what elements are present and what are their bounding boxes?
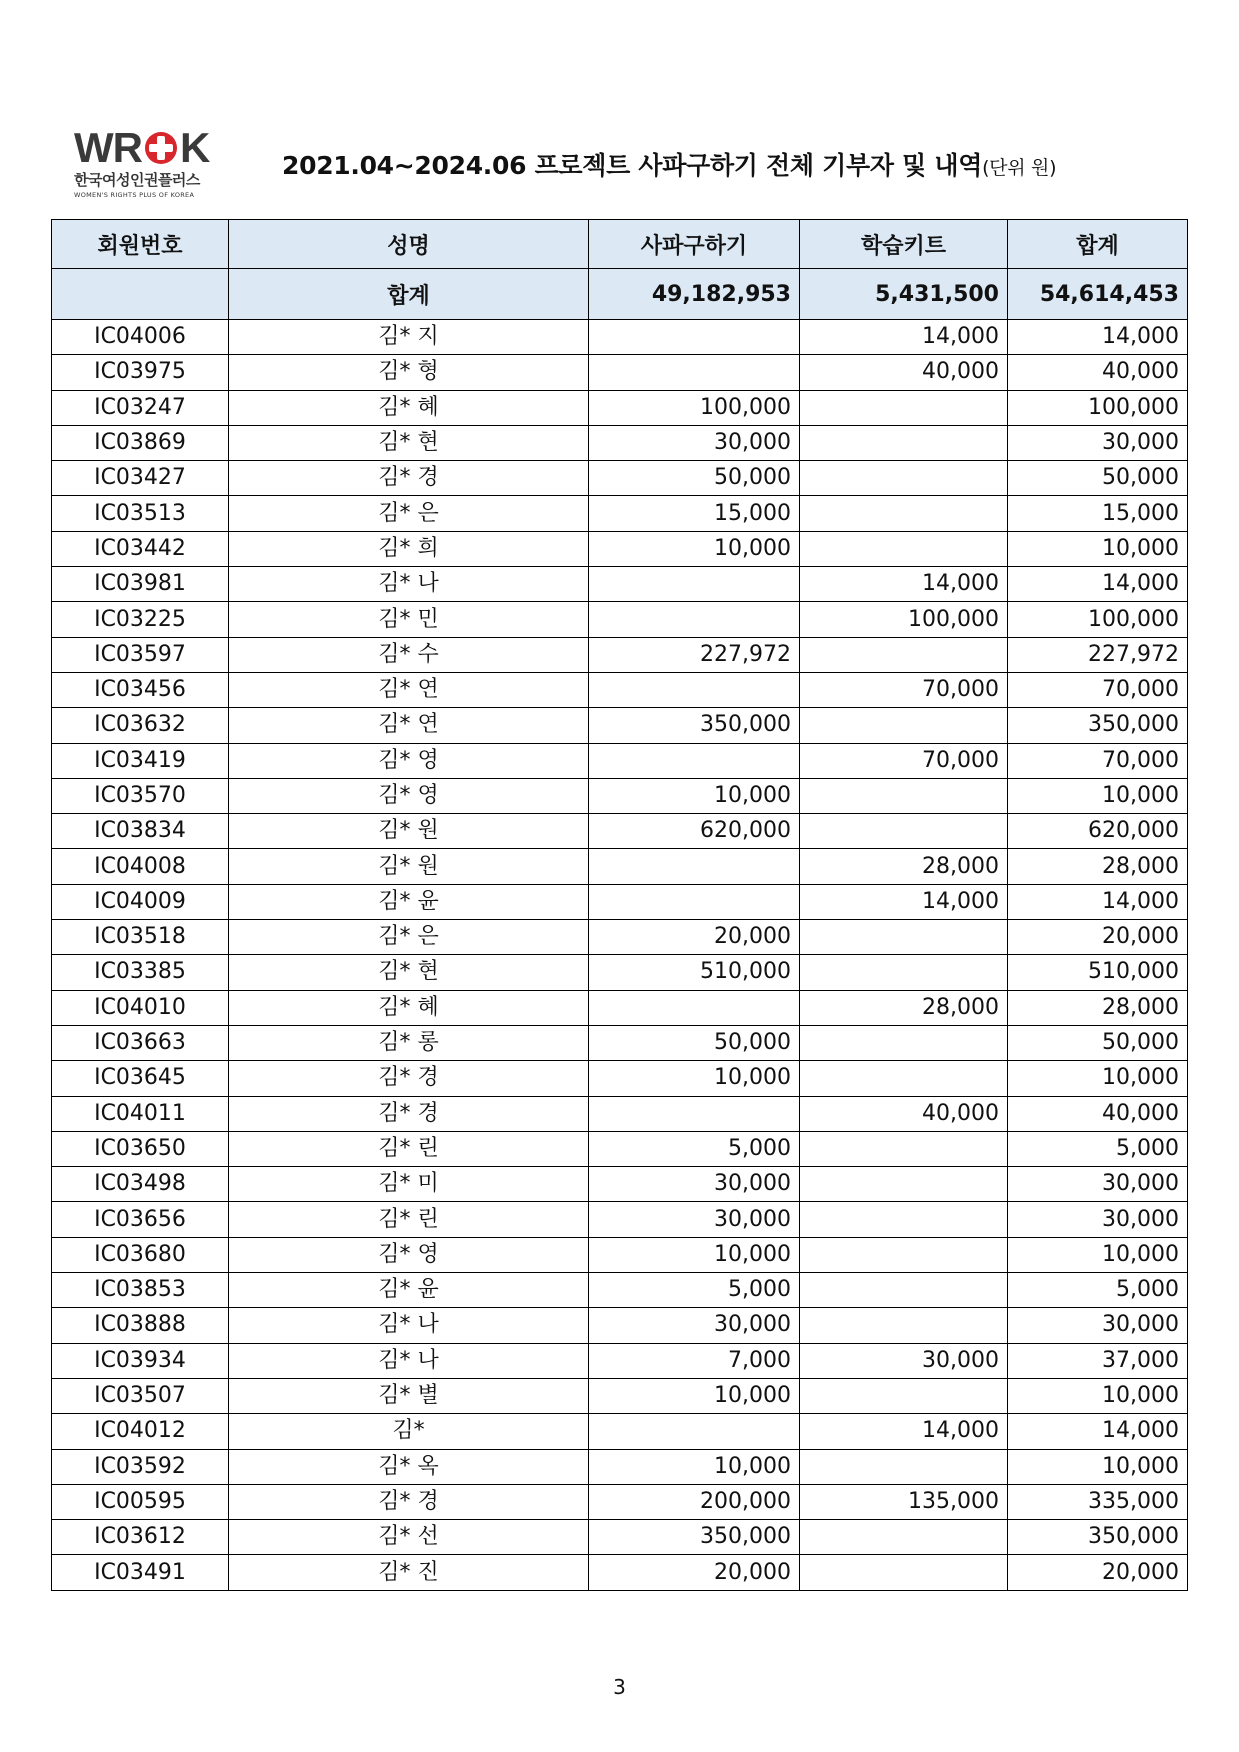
table-row <box>52 672 1188 707</box>
kit-amount: 70,000 <box>800 743 1008 778</box>
member-id: IC03981 <box>52 567 229 602</box>
kit-amount <box>800 390 1008 425</box>
kit-amount <box>800 1202 1008 1237</box>
sum-amount: 350,000 <box>1008 708 1188 743</box>
sapa-amount <box>589 320 800 355</box>
sapa-amount: 50,000 <box>589 461 800 496</box>
table-row <box>52 390 1188 425</box>
kit-amount <box>800 955 1008 990</box>
kit-amount <box>800 1237 1008 1272</box>
kit-amount <box>800 531 1008 566</box>
kit-amount <box>800 708 1008 743</box>
logo-cross-icon <box>143 130 179 166</box>
member-id: IC03663 <box>52 1025 229 1060</box>
sapa-amount <box>589 672 800 707</box>
sapa-amount: 5,000 <box>589 1131 800 1166</box>
sum-amount: 350,000 <box>1008 1520 1188 1555</box>
sum-amount: 40,000 <box>1008 1096 1188 1131</box>
sapa-amount: 30,000 <box>589 1167 800 1202</box>
organization-logo <box>74 124 224 206</box>
donor-name: 김* 나 <box>229 1308 589 1343</box>
donor-name: 김* 혜 <box>229 990 589 1025</box>
total-sapa: 49,182,953 <box>589 269 800 320</box>
sapa-amount: 20,000 <box>589 920 800 955</box>
member-id: IC03656 <box>52 1202 229 1237</box>
table-row <box>52 1096 1188 1131</box>
sum-amount: 28,000 <box>1008 990 1188 1025</box>
sapa-amount: 350,000 <box>589 1520 800 1555</box>
member-id: IC03680 <box>52 1237 229 1272</box>
kit-amount <box>800 1131 1008 1166</box>
member-id: IC03427 <box>52 461 229 496</box>
donor-name: 김* 경 <box>229 1096 589 1131</box>
sapa-amount <box>589 567 800 602</box>
sum-amount: 14,000 <box>1008 567 1188 602</box>
sapa-amount <box>589 602 800 637</box>
total-sum: 54,614,453 <box>1008 269 1188 320</box>
sapa-amount: 20,000 <box>589 1555 800 1590</box>
table-row <box>52 1308 1188 1343</box>
logo-mark-right: K <box>179 124 210 171</box>
kit-amount: 14,000 <box>800 320 1008 355</box>
sapa-amount <box>589 990 800 1025</box>
header-kit: 학습키트 <box>800 220 1008 269</box>
sum-amount: 10,000 <box>1008 1449 1188 1484</box>
sum-amount: 20,000 <box>1008 920 1188 955</box>
kit-amount: 30,000 <box>800 1343 1008 1378</box>
donor-name: 김* 원 <box>229 849 589 884</box>
sapa-amount: 350,000 <box>589 708 800 743</box>
sum-amount: 227,972 <box>1008 637 1188 672</box>
donor-name: 김* 린 <box>229 1202 589 1237</box>
table-row <box>52 849 1188 884</box>
donor-name: 김* 연 <box>229 672 589 707</box>
sum-amount: 70,000 <box>1008 743 1188 778</box>
kit-amount: 28,000 <box>800 849 1008 884</box>
kit-amount <box>800 461 1008 496</box>
header-row <box>52 220 1188 269</box>
sapa-amount: 10,000 <box>589 1378 800 1413</box>
sapa-amount <box>589 884 800 919</box>
sum-amount: 20,000 <box>1008 1555 1188 1590</box>
table-row <box>52 1378 1188 1413</box>
member-id: IC03419 <box>52 743 229 778</box>
table-row <box>52 1061 1188 1096</box>
sum-amount: 10,000 <box>1008 778 1188 813</box>
donor-name: 김* 희 <box>229 531 589 566</box>
member-id: IC03442 <box>52 531 229 566</box>
table-row <box>52 461 1188 496</box>
total-row <box>52 269 1188 320</box>
kit-amount <box>800 1025 1008 1060</box>
member-id: IC03612 <box>52 1520 229 1555</box>
donor-name: 김* 롱 <box>229 1025 589 1060</box>
member-id: IC03645 <box>52 1061 229 1096</box>
donor-name: 김* 원 <box>229 814 589 849</box>
kit-amount <box>800 1449 1008 1484</box>
kit-amount <box>800 425 1008 460</box>
member-id: IC03853 <box>52 1273 229 1308</box>
member-id: IC03385 <box>52 955 229 990</box>
sapa-amount: 100,000 <box>589 390 800 425</box>
member-id: IC04006 <box>52 320 229 355</box>
kit-amount <box>800 1273 1008 1308</box>
member-id: IC03570 <box>52 778 229 813</box>
donor-name: 김* 미 <box>229 1167 589 1202</box>
sapa-amount <box>589 355 800 390</box>
title-main: 2021.04~2024.06 프로젝트 사파구하기 전체 기부자 및 내역 <box>282 151 983 180</box>
sum-amount: 30,000 <box>1008 425 1188 460</box>
member-id: IC03592 <box>52 1449 229 1484</box>
sapa-amount: 620,000 <box>589 814 800 849</box>
sapa-amount: 30,000 <box>589 1308 800 1343</box>
sum-amount: 40,000 <box>1008 355 1188 390</box>
member-id: IC03513 <box>52 496 229 531</box>
member-id: IC00595 <box>52 1484 229 1519</box>
table-row <box>52 1484 1188 1519</box>
donor-name: 김* 민 <box>229 602 589 637</box>
donor-name: 김* 혜 <box>229 390 589 425</box>
member-id: IC03498 <box>52 1167 229 1202</box>
table-row <box>52 425 1188 460</box>
kit-amount <box>800 1555 1008 1590</box>
sum-amount: 50,000 <box>1008 1025 1188 1060</box>
sapa-amount: 10,000 <box>589 1237 800 1272</box>
logo-korean-name: 한국여성인권플러스 <box>74 171 200 189</box>
table-row <box>52 320 1188 355</box>
table-row <box>52 814 1188 849</box>
table-row <box>52 355 1188 390</box>
sapa-amount: 5,000 <box>589 1273 800 1308</box>
sapa-amount: 510,000 <box>589 955 800 990</box>
member-id: IC03834 <box>52 814 229 849</box>
table-row <box>52 1273 1188 1308</box>
header-sapa: 사파구하기 <box>589 220 800 269</box>
kit-amount: 70,000 <box>800 672 1008 707</box>
member-id: IC04008 <box>52 849 229 884</box>
sum-amount: 5,000 <box>1008 1131 1188 1166</box>
table-row <box>52 1449 1188 1484</box>
table-row <box>52 920 1188 955</box>
donor-name: 김* 영 <box>229 743 589 778</box>
member-id: IC03975 <box>52 355 229 390</box>
donor-name: 김* 별 <box>229 1378 589 1413</box>
sapa-amount <box>589 1414 800 1449</box>
table-row <box>52 637 1188 672</box>
sapa-amount: 10,000 <box>589 531 800 566</box>
donor-name: 김* 수 <box>229 637 589 672</box>
sum-amount: 14,000 <box>1008 884 1188 919</box>
member-id: IC03650 <box>52 1131 229 1166</box>
sum-amount: 37,000 <box>1008 1343 1188 1378</box>
member-id: IC04010 <box>52 990 229 1025</box>
sum-amount: 5,000 <box>1008 1273 1188 1308</box>
sapa-amount: 10,000 <box>589 778 800 813</box>
table-row <box>52 743 1188 778</box>
kit-amount: 14,000 <box>800 884 1008 919</box>
sum-amount: 10,000 <box>1008 1061 1188 1096</box>
page-number: 3 <box>613 1675 626 1699</box>
sum-amount: 50,000 <box>1008 461 1188 496</box>
sapa-amount: 50,000 <box>589 1025 800 1060</box>
member-id: IC03888 <box>52 1308 229 1343</box>
donor-rows <box>52 320 1188 1591</box>
donor-name: 김* 경 <box>229 1061 589 1096</box>
kit-amount: 100,000 <box>800 602 1008 637</box>
member-id: IC03491 <box>52 1555 229 1590</box>
sum-amount: 14,000 <box>1008 320 1188 355</box>
member-id: IC03632 <box>52 708 229 743</box>
sum-amount: 10,000 <box>1008 1378 1188 1413</box>
donor-name: 김* 은 <box>229 496 589 531</box>
member-id: IC03507 <box>52 1378 229 1413</box>
member-id: IC03518 <box>52 920 229 955</box>
sum-amount: 10,000 <box>1008 531 1188 566</box>
sum-amount: 335,000 <box>1008 1484 1188 1519</box>
logo-mark-left: WR <box>74 124 142 171</box>
donor-name: 김* 현 <box>229 425 589 460</box>
logo-english-name: WOMEN'S RIGHTS PLUS OF KOREA <box>74 191 195 199</box>
table-row <box>52 1520 1188 1555</box>
donor-name: 김* 연 <box>229 708 589 743</box>
donor-name: 김* 옥 <box>229 1449 589 1484</box>
sum-amount: 100,000 <box>1008 602 1188 637</box>
sapa-amount: 30,000 <box>589 1202 800 1237</box>
table-row <box>52 955 1188 990</box>
kit-amount: 40,000 <box>800 1096 1008 1131</box>
sum-amount: 70,000 <box>1008 672 1188 707</box>
member-id: IC04011 <box>52 1096 229 1131</box>
sapa-amount <box>589 849 800 884</box>
member-id: IC03869 <box>52 425 229 460</box>
member-id: IC03456 <box>52 672 229 707</box>
donor-name: 김* <box>229 1414 589 1449</box>
sum-amount: 30,000 <box>1008 1202 1188 1237</box>
total-label: 합계 <box>229 269 589 320</box>
table-row <box>52 602 1188 637</box>
donor-name: 김* 선 <box>229 1520 589 1555</box>
sapa-amount: 10,000 <box>589 1061 800 1096</box>
title-unit: (단위 원) <box>982 157 1057 179</box>
sapa-amount: 10,000 <box>589 1449 800 1484</box>
donor-name: 김* 린 <box>229 1131 589 1166</box>
kit-amount <box>800 1378 1008 1413</box>
member-id: IC03247 <box>52 390 229 425</box>
table-row <box>52 778 1188 813</box>
sum-amount: 100,000 <box>1008 390 1188 425</box>
kit-amount: 40,000 <box>800 355 1008 390</box>
sapa-amount <box>589 1096 800 1131</box>
table-row <box>52 708 1188 743</box>
sum-amount: 510,000 <box>1008 955 1188 990</box>
sum-amount: 14,000 <box>1008 1414 1188 1449</box>
header-member-id: 회원번호 <box>52 220 229 269</box>
table-row <box>52 496 1188 531</box>
member-id: IC04012 <box>52 1414 229 1449</box>
member-id: IC03934 <box>52 1343 229 1378</box>
sum-amount: 28,000 <box>1008 849 1188 884</box>
donor-table <box>51 219 1188 1591</box>
donor-name: 김* 영 <box>229 1237 589 1272</box>
table-row <box>52 884 1188 919</box>
donor-name: 김* 지 <box>229 320 589 355</box>
kit-amount: 135,000 <box>800 1484 1008 1519</box>
sapa-amount: 15,000 <box>589 496 800 531</box>
sum-amount: 30,000 <box>1008 1308 1188 1343</box>
donor-name: 김* 형 <box>229 355 589 390</box>
kit-amount <box>800 1308 1008 1343</box>
sapa-amount <box>589 743 800 778</box>
donor-name: 김* 나 <box>229 567 589 602</box>
sum-amount: 620,000 <box>1008 814 1188 849</box>
total-kit: 5,431,500 <box>800 269 1008 320</box>
table-row <box>52 1131 1188 1166</box>
kit-amount <box>800 920 1008 955</box>
sapa-amount: 7,000 <box>589 1343 800 1378</box>
sum-amount: 30,000 <box>1008 1167 1188 1202</box>
sapa-amount: 227,972 <box>589 637 800 672</box>
sum-amount: 15,000 <box>1008 496 1188 531</box>
logo-mark <box>74 124 224 171</box>
table-row <box>52 1237 1188 1272</box>
table-row <box>52 531 1188 566</box>
donor-name: 김* 윤 <box>229 1273 589 1308</box>
kit-amount <box>800 1520 1008 1555</box>
sapa-amount: 30,000 <box>589 425 800 460</box>
donor-name: 김* 영 <box>229 778 589 813</box>
kit-amount: 14,000 <box>800 567 1008 602</box>
table-row <box>52 1414 1188 1449</box>
donor-name: 김* 나 <box>229 1343 589 1378</box>
member-id: IC03597 <box>52 637 229 672</box>
donor-name: 김* 현 <box>229 955 589 990</box>
table-row <box>52 1555 1188 1590</box>
kit-amount <box>800 496 1008 531</box>
sum-amount: 10,000 <box>1008 1237 1188 1272</box>
table-row <box>52 1202 1188 1237</box>
kit-amount <box>800 1167 1008 1202</box>
table-row <box>52 990 1188 1025</box>
donor-name: 김* 은 <box>229 920 589 955</box>
kit-amount <box>800 778 1008 813</box>
table-row <box>52 1025 1188 1060</box>
donor-name: 김* 진 <box>229 1555 589 1590</box>
header-sum: 합계 <box>1008 220 1188 269</box>
sapa-amount: 200,000 <box>589 1484 800 1519</box>
table-row <box>52 1343 1188 1378</box>
total-id <box>52 269 229 320</box>
kit-amount <box>800 1061 1008 1096</box>
kit-amount: 28,000 <box>800 990 1008 1025</box>
kit-amount: 14,000 <box>800 1414 1008 1449</box>
table-row <box>52 1167 1188 1202</box>
document-title <box>282 146 1056 182</box>
kit-amount <box>800 814 1008 849</box>
donor-name: 김* 윤 <box>229 884 589 919</box>
member-id: IC04009 <box>52 884 229 919</box>
kit-amount <box>800 637 1008 672</box>
donor-name: 김* 경 <box>229 1484 589 1519</box>
header-name: 성명 <box>229 220 589 269</box>
table-row <box>52 567 1188 602</box>
member-id: IC03225 <box>52 602 229 637</box>
donor-name: 김* 경 <box>229 461 589 496</box>
